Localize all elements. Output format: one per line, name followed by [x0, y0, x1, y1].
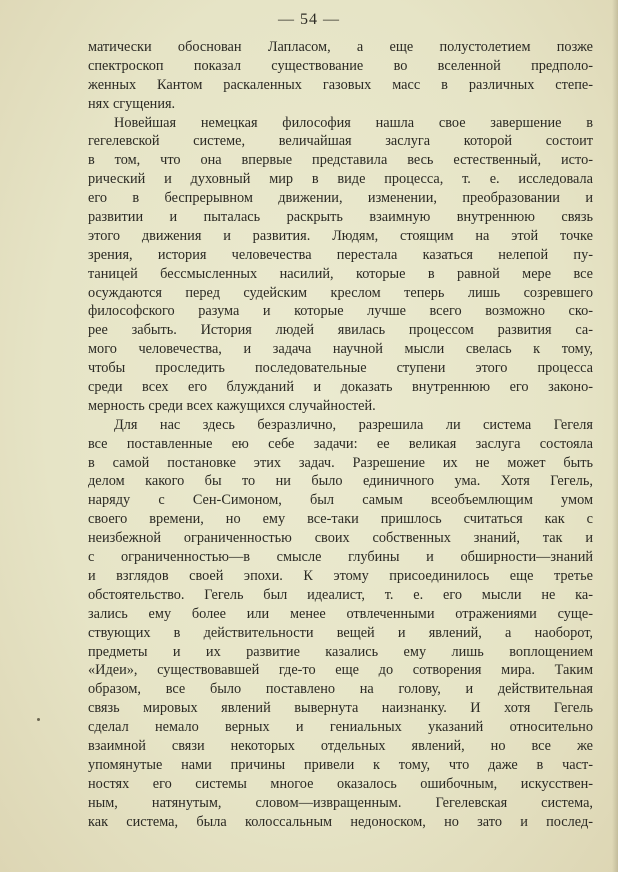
text-line: чтобы проследить последовательные ступени этого процесса [88, 360, 593, 377]
text-line: Для нас здесь безразлично, разрешила ли система Гегеля [114, 416, 593, 433]
text-line: таницей бессмысленных насилий, которые в равной мере все [88, 265, 593, 282]
text-line: среди всех его блужданий и доказать внутреннюю его законо- [88, 379, 593, 396]
text-line: все поставленные ею себе задачи: ее великая заслуга состояла [88, 435, 593, 452]
text-line: этого движения и развития. Людям, стоящим на этой точке [88, 227, 593, 244]
text-line: и взглядов своей эпохи. К этому присоединилось еще третье [88, 567, 593, 584]
body-text [88, 38, 593, 831]
text-line: рический и духовный мир в виде процесса, т. е. исследовала [88, 171, 593, 188]
text-line: матически обоснован Лапласом, а еще полустолетием позже [88, 39, 593, 55]
text-line: его в беспрерывном движении, изменении, преобразовании и [88, 190, 593, 207]
text-line: связь мировых явлений вывернута наизнанку. И хотя Гегель [88, 700, 593, 717]
text-line: мерность среди всех кажущихся случайностей. [88, 397, 376, 414]
text-line: образом, все было поставлено на голову, и действительная [88, 681, 593, 698]
page-number: — 54 — [278, 11, 340, 28]
text-line: сделал немало верных и гениальных указаний относительно [88, 719, 593, 736]
text-line: рее забыть. История людей явилась процессом развития са- [88, 322, 593, 339]
text-line: «Идеи», существовавшей где-то еще до сотворения мира. Таким [88, 662, 593, 679]
text-line: как система, была колоссальным недоноском, но зато и послед- [88, 813, 593, 830]
text-line: с ограниченностью—в смысле глубины и обширности—знаний [88, 549, 593, 566]
text-line: нях сгущения. [88, 95, 176, 112]
text-line: зались ему более или менее отвлеченными отражениями суще- [88, 605, 593, 622]
text-line: делом какого бы то ни было единичного ума. Хотя Гегель, [88, 473, 593, 490]
text-line: обстоятельство. Гегель был идеалист, т. е. его мысли не ка- [88, 586, 593, 603]
text-line: осуждаются перед судейским креслом теперь лишь созревшего [88, 284, 593, 301]
text-line: ствующих в действительности вещей и явлений, а наоборот, [88, 624, 593, 641]
text-line: в самой постановке этих задач. Разрешение их не может быть [88, 454, 593, 471]
text-line: женных Кантом раскаленных газовых масс в различных степе- [88, 76, 593, 93]
text-line: ным, натянутым, словом—извращенным. Гегелевская система, [88, 794, 593, 811]
text-line: наряду с Сен-Симоном, был самым всеобъемлющим умом [88, 492, 593, 509]
text-line: упомянутые нами причины привели к тому, что даже в част- [88, 756, 593, 773]
text-line: неизбежной ограниченностью своих собственных знаний, так и [88, 530, 593, 547]
text-line: ностях его системы многое оказалось ошибочным, искусствен- [88, 775, 593, 792]
text-line: в том, что она впервые представила весь естественный, исто- [88, 152, 593, 169]
text-line: взаимной связи некоторых отдельных явлений, но все же [88, 737, 593, 754]
text-line: гегелевской системе, величайшая заслуга которой состоит [88, 133, 593, 150]
text-line: своего времени, но ему все-таки пришлось считаться как с [88, 511, 593, 528]
text-line: зрения, история человечества перестала казаться нелепой пу- [88, 246, 593, 263]
text-line: Новейшая немецкая философия нашла свое завершение в [114, 114, 593, 131]
page-edge-shadow [612, 0, 618, 872]
text-line: спектроскоп показал существование во вселенной предполо- [88, 57, 593, 74]
text-line: развитии и пыталась раскрыть взаимную внутреннюю связь [88, 209, 593, 226]
text-line: мого человечества, и задача научной мысли свелась к тому, [88, 341, 593, 358]
text-line: предметы и их развитие казались ему лишь воплощением [88, 643, 593, 660]
text-line: философского разума и которые лучше всего возможно ско- [88, 303, 593, 320]
paper-speck [37, 718, 40, 721]
